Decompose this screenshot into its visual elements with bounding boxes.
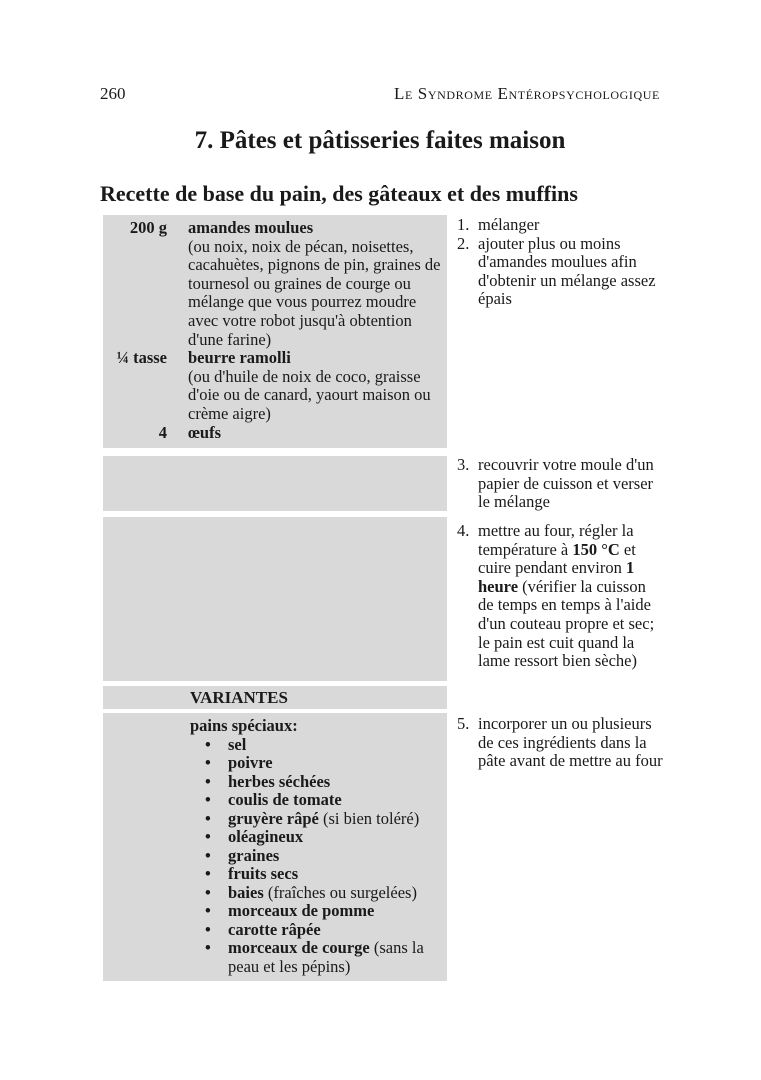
- step-row: [457, 456, 663, 512]
- variant-name: herbes séchées: [228, 771, 331, 791]
- bullet-icon: •: [205, 753, 211, 772]
- variant-text: [228, 847, 443, 866]
- variant-item: [103, 791, 443, 810]
- variants-header-label: VARIANTES: [190, 687, 288, 707]
- ingredient-row: [103, 349, 441, 423]
- variant-name: sel: [228, 734, 247, 754]
- step-text: [478, 522, 663, 671]
- variant-item: [103, 865, 443, 884]
- ingredient-note: (ou noix, noix de pécan, noisettes, cacahuètes, pignons de pin, graines de tournesol ou graines de courge ou mélange que vous pourrez moudre avec votre robot jusqu'à obtention d'une farine): [188, 236, 441, 349]
- variant-name: baies: [228, 882, 264, 902]
- step-number: 3.: [457, 455, 470, 474]
- bullet-icon: •: [205, 919, 211, 939]
- variant-item: [103, 828, 443, 847]
- step-row: [457, 715, 663, 771]
- ingredient-text: [188, 424, 441, 443]
- variant-name: oléagineux: [228, 827, 304, 846]
- empty-gray-box-2: [103, 517, 447, 681]
- variant-item: [103, 884, 443, 903]
- step-text: [478, 715, 663, 771]
- variant-name: gruyère râpé: [228, 808, 319, 828]
- bullet-icon: •: [205, 771, 211, 791]
- step-4: [457, 522, 663, 671]
- step-text-bold: 150 °C: [572, 539, 620, 559]
- variant-text: [228, 902, 443, 921]
- steps-1-2: [457, 216, 663, 309]
- chapter-title: 7. Pâtes et pâtisseries faites maison: [194, 127, 566, 154]
- step-text-segment: et cuire pendant environ: [478, 539, 636, 578]
- variant-name: carotte râpée: [228, 919, 321, 939]
- empty-gray-box-1: [103, 456, 447, 511]
- variant-name: morceaux de pomme: [228, 901, 375, 920]
- ingredients-box: [103, 215, 447, 448]
- page-number: 260: [100, 84, 126, 103]
- step-number: 5.: [457, 714, 470, 733]
- variant-text: [228, 754, 443, 773]
- bullet-icon: •: [205, 734, 211, 754]
- ingredient-text: [188, 349, 441, 423]
- bullet-icon: •: [205, 901, 211, 920]
- ingredient-quantity: ¼ tasse: [116, 348, 167, 368]
- variant-item: [103, 736, 443, 755]
- step-text-segment: mélanger: [478, 215, 540, 234]
- variant-item: [103, 773, 443, 792]
- variant-item: [103, 921, 443, 940]
- variants-box: [103, 713, 447, 981]
- variant-name: poivre: [228, 753, 273, 772]
- step-3: [457, 456, 663, 512]
- variant-name: coulis de tomate: [228, 790, 342, 809]
- step-text-segment: mettre au four, régler la température à: [478, 521, 634, 559]
- variant-text: gruyère râpé (si bien toléré): [228, 808, 420, 828]
- variant-text: [228, 791, 443, 810]
- bullet-icon: •: [205, 808, 211, 828]
- variant-text: morceaux de courge (sans la peau et les pépins): [228, 938, 424, 976]
- variant-name: graines: [228, 845, 280, 865]
- step-text: [478, 235, 663, 309]
- step-5: [457, 715, 663, 771]
- ingredient-row: [103, 424, 441, 443]
- variant-text: [228, 865, 443, 884]
- variant-item: [103, 939, 443, 976]
- bullet-icon: •: [205, 882, 211, 902]
- variant-item: [103, 810, 443, 829]
- ingredient-name: œufs: [188, 422, 222, 442]
- variant-text: [228, 828, 443, 847]
- variant-item: [103, 847, 443, 866]
- variant-name: fruits secs: [228, 864, 299, 883]
- step-number: 1.: [457, 215, 470, 234]
- variant-name: morceaux de courge: [228, 938, 370, 957]
- bullet-icon: •: [205, 845, 211, 865]
- ingredient-quantity: 200 g: [129, 218, 167, 237]
- variant-text: [228, 736, 443, 755]
- step-text: [478, 216, 663, 235]
- running-header: [100, 84, 660, 104]
- ingredient-row: [103, 219, 441, 349]
- variant-text: [228, 773, 443, 792]
- step-text-segment: ajouter plus ou moins d'amandes moulues afin d'obtenir un mélange assez épais: [478, 233, 656, 309]
- variant-text: baies (fraîches ou surgelées): [228, 882, 417, 902]
- bullet-icon: •: [205, 864, 211, 883]
- step-text: [478, 456, 663, 512]
- variant-item: [103, 902, 443, 921]
- ingredient-note: (ou d'huile de noix de coco, graisse d'oie ou de canard, yaourt maison ou crème aigre): [188, 366, 431, 423]
- running-head-title: Le Syndrome Entéropsychologique: [394, 84, 660, 103]
- variants-header-bar: [103, 686, 447, 709]
- variant-text: [228, 921, 443, 940]
- step-number: 4.: [457, 521, 470, 540]
- step-text-segment: incorporer un ou plusieurs de ces ingrédients dans la pâte avant de mettre au four: [478, 714, 663, 771]
- step-row: [457, 235, 663, 309]
- step-row: [457, 522, 663, 671]
- bullet-icon: •: [205, 827, 211, 846]
- step-text-segment: (vérifier la cuisson de temps en temps à l'aide d'un couteau propre et sec; le pain est cuit quand la lame ressort bien sèche): [478, 576, 655, 671]
- ingredient-name: beurre ramolli: [188, 348, 291, 368]
- step-text-segment: recouvrir votre moule d'un papier de cuisson et verser le mélange: [478, 455, 654, 512]
- bullet-icon: •: [205, 790, 211, 809]
- ingredient-name: amandes moulues: [188, 218, 314, 237]
- variants-list-title: pains spéciaux:: [190, 716, 298, 735]
- variant-item: [103, 754, 443, 773]
- step-number: 2.: [457, 233, 470, 253]
- bullet-icon: •: [205, 938, 211, 957]
- ingredient-text: [188, 219, 441, 349]
- step-text-bold: 1 heure: [478, 558, 635, 596]
- recipe-title: Recette de base du pain, des gâteaux et des muffins: [100, 181, 578, 206]
- ingredient-quantity: 4: [158, 422, 167, 442]
- variants-list: [103, 736, 443, 977]
- step-row: [457, 216, 663, 235]
